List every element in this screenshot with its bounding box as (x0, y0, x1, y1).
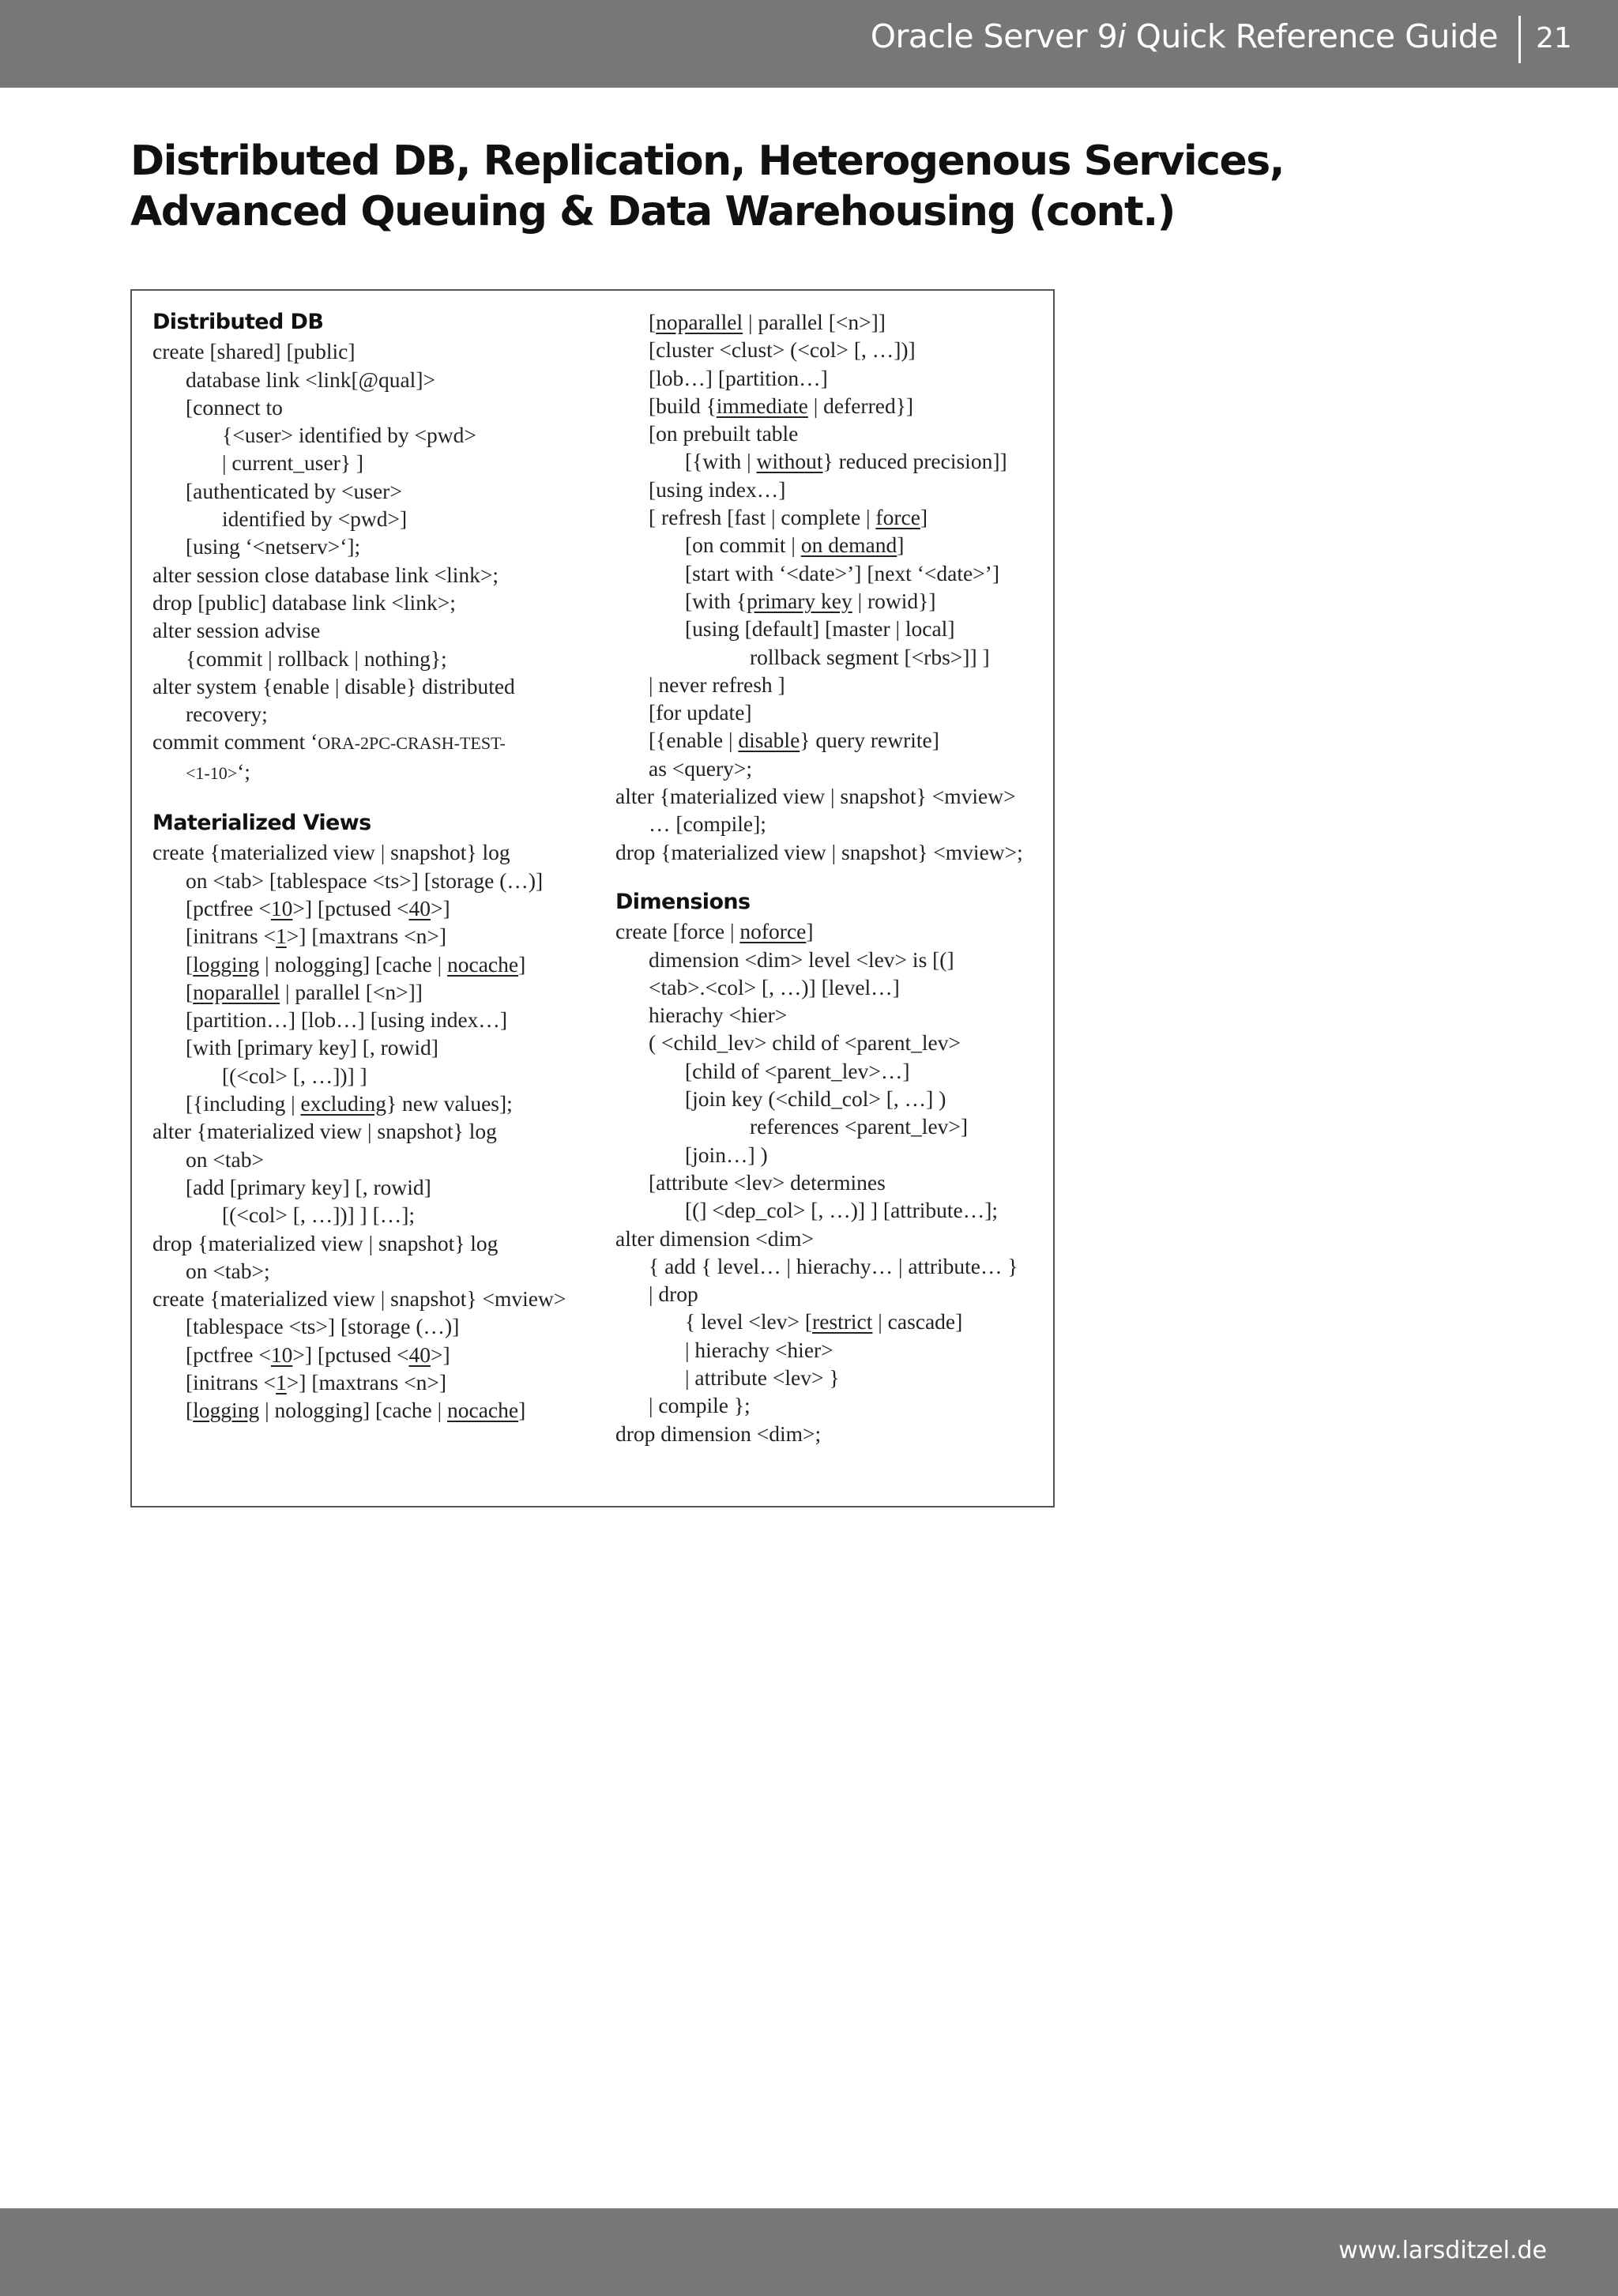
syntax-line: references <parent_lev>] (750, 1114, 969, 1139)
syntax-line: alter session advise (152, 618, 321, 643)
syntax-line: | attribute <lev> } (685, 1364, 840, 1390)
footer-url: www.larsditzel.de (1338, 2237, 1547, 2264)
section-spacer (152, 787, 611, 809)
page-number: 21 (1536, 22, 1572, 55)
syntax-line: | drop (649, 1282, 698, 1307)
syntax-line: | hierachy <hier> (685, 1337, 833, 1362)
syntax-line: [logging | nologging] [cache | nocache] (186, 951, 526, 977)
syntax-line: [(] <dep_col> [, …)] ] [attribute…]; (685, 1198, 999, 1223)
syntax-line: [using ‘<netserv>‘]; (186, 534, 361, 559)
syntax-line: on <tab>; (186, 1258, 270, 1283)
page-title (130, 136, 1315, 237)
syntax-line: [build {immediate | deferred}] (649, 393, 914, 418)
syntax-line: alter {materialized view | snapshot} <mview> (615, 784, 1016, 809)
syntax-line: [start with ‘<date>’] [next ‘<date>’] (685, 560, 999, 585)
syntax-line: [attribute <lev> determines (649, 1169, 886, 1195)
syntax-line: [initrans <1>] [maxtrans <n>] (186, 924, 447, 949)
syntax-line: rollback segment [<rbs>]] ] (750, 644, 990, 669)
syntax-line: [cluster <clust> (<col> [, …])] (649, 337, 916, 363)
syntax-line: { add { level… | hierachy… | attribute… } (649, 1253, 1018, 1278)
syntax-line: database link <link[@qual]> (186, 367, 435, 392)
syntax-line: [for update] (649, 700, 752, 725)
syntax-line: on <tab> [tablespace <ts>] [storage (…)] (186, 868, 544, 893)
syntax-line: alter system {enable | disable} distributed (152, 673, 515, 698)
syntax-line: create {materialized view | snapshot} <mview> (152, 1286, 566, 1312)
syntax-line: commit comment ‘ORA-2PC-CRASH-TEST- (152, 729, 506, 755)
syntax-line: [{enable | disable} query rewrite] (649, 728, 939, 753)
syntax-line: [child of <parent_lev>…] (685, 1058, 910, 1083)
syntax-line: <1-10>‘; (186, 758, 250, 784)
syntax-line: {<user> identified by <pwd> (222, 423, 476, 448)
syntax-line: [tablespace <ts>] [storage (…)] (186, 1314, 460, 1339)
syntax-line: [{including | excluding} new values]; (186, 1091, 513, 1116)
syntax-line: identified by <pwd>] (222, 506, 408, 532)
syntax-line: [initrans <1>] [maxtrans <n>] (186, 1369, 447, 1395)
section-heading: Materialized Views (152, 811, 371, 836)
syntax-line: drop [public] database link <link>; (152, 589, 456, 615)
page-title-line-1: Distributed DB, Replication, Heterogenous Services, (130, 137, 1284, 185)
syntax-line: as <query>; (649, 755, 753, 781)
syntax-line: alter dimension <dim> (615, 1225, 814, 1251)
syntax-line: … [compile]; (649, 811, 766, 837)
syntax-line: [connect to (186, 394, 283, 420)
syntax-line: [noparallel | parallel [<n>]] (649, 310, 886, 334)
syntax-line: [pctfree <10>] [pctused <40>] (186, 1342, 450, 1367)
reference-box (130, 289, 1055, 1507)
syntax-line: [(<col> [, …])] ] (222, 1063, 367, 1088)
header-bar (0, 0, 1618, 88)
syntax-line: | current_user} ] (222, 450, 364, 476)
syntax-line: [join…] ) (685, 1142, 768, 1167)
syntax-line: hierachy <hier> (649, 1003, 788, 1028)
syntax-line: [lob…] [partition…] (649, 365, 828, 390)
section-heading: Dimensions (615, 889, 751, 914)
syntax-line: | compile }; (649, 1393, 751, 1418)
syntax-line: | never refresh ] (649, 672, 785, 697)
page-title-line-2: Advanced Queuing & Data Warehousing (cont.) (130, 188, 1175, 235)
syntax-line: [authenticated by <user> (186, 478, 402, 503)
guide-title: Oracle Server 9i Quick Reference Guide (870, 17, 1498, 55)
syntax-line: [with [primary key] [, rowid] (186, 1035, 438, 1060)
syntax-line: [pctfree <10>] [pctused <40>] (186, 895, 450, 920)
syntax-line: drop {materialized view | snapshot} log (152, 1230, 499, 1255)
syntax-line: dimension <dim> level <lev> is [(] (649, 947, 954, 972)
section-heading: Distributed DB (152, 310, 324, 334)
syntax-line: [with {primary key | rowid}] (685, 588, 936, 613)
syntax-line: drop dimension <dim>; (615, 1421, 822, 1446)
header-divider (1518, 16, 1521, 63)
syntax-line: [add [primary key] [, rowid] (186, 1174, 431, 1199)
syntax-line: alter {materialized view | snapshot} log (152, 1119, 497, 1144)
right-column (615, 308, 1042, 1447)
syntax-line: create [force | noforce] (615, 919, 814, 944)
syntax-line: [using index…] (649, 476, 786, 502)
section-spacer (615, 866, 1042, 888)
syntax-line: create {materialized view | snapshot} log (152, 840, 510, 865)
syntax-line: [noparallel | parallel [<n>]] (186, 979, 423, 1004)
syntax-line: create [shared] [public] (152, 339, 356, 364)
syntax-line: [using [default] [master | local] (685, 616, 955, 642)
syntax-line: drop {materialized view | snapshot} <mview>; (615, 839, 1023, 864)
syntax-line: [on prebuilt table (649, 421, 799, 446)
syntax-line: [logging | nologging] [cache | nocache] (186, 1398, 526, 1423)
footer-bar (0, 2208, 1618, 2296)
syntax-line: [(<col> [, …])] ] […]; (222, 1203, 416, 1228)
syntax-line: [ refresh [fast | complete | force] (649, 505, 928, 530)
syntax-line: { level <lev> [restrict | cascade] (685, 1309, 963, 1334)
syntax-line: recovery; (186, 702, 268, 727)
syntax-line: [join key (<child_col> [, …] ) (685, 1086, 946, 1112)
syntax-line: alter session close database link <link>; (152, 562, 499, 587)
left-column (152, 308, 611, 1425)
syntax-line: [partition…] [lob…] [using index…] (186, 1007, 508, 1033)
syntax-line: [on commit | on demand] (685, 533, 905, 558)
syntax-line: <tab>.<col> [, …)] [level…] (649, 974, 900, 999)
syntax-line: ( <child_lev> child of <parent_lev> (649, 1030, 961, 1056)
syntax-line: [{with | without} reduced precision]] (685, 449, 1007, 474)
syntax-line: {commit | rollback | nothing}; (186, 646, 447, 671)
syntax-line: on <tab> (186, 1146, 264, 1172)
